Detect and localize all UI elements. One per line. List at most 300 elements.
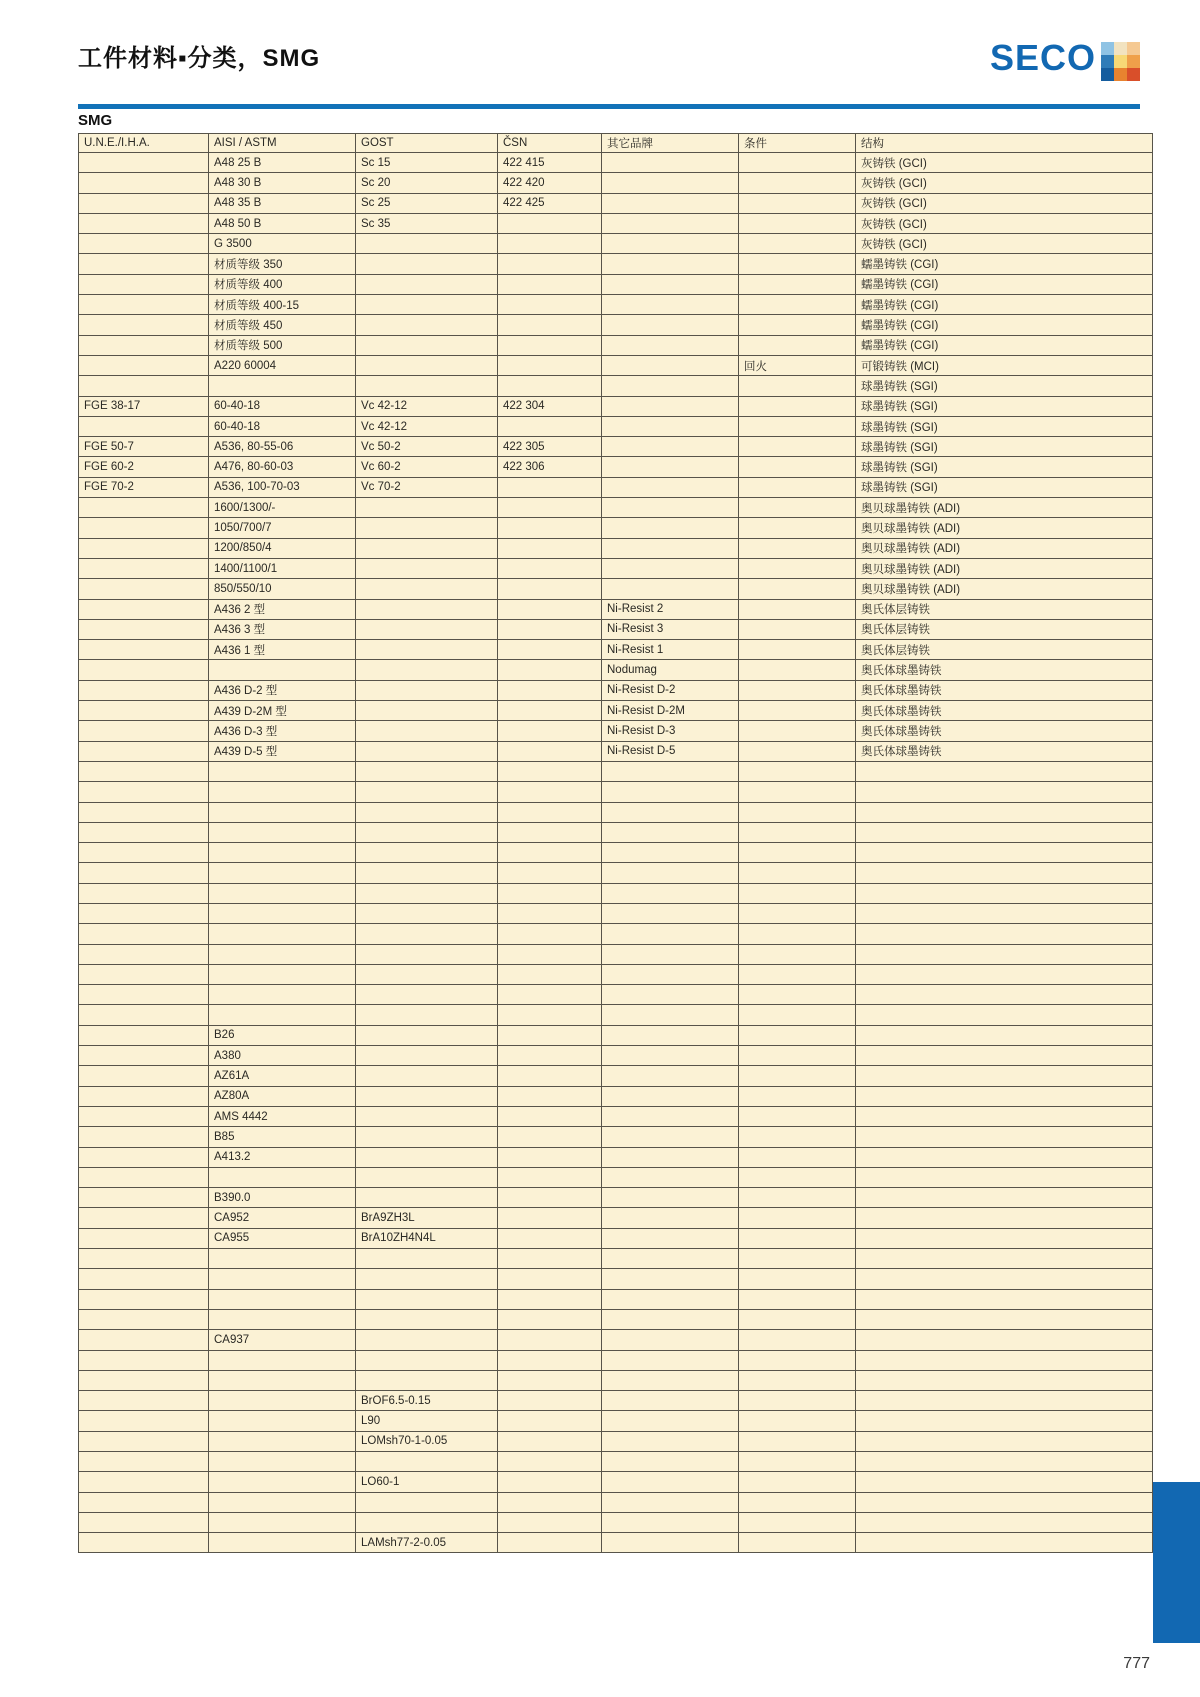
table-cell [79,234,209,254]
table-cell [498,1147,602,1167]
table-row [79,701,1153,721]
table-cell [209,1472,356,1492]
table-cell [79,599,209,619]
table-cell [356,1086,498,1106]
table-cell: 1200/850/4 [209,538,356,558]
table-cell [856,1046,1153,1066]
table-cell [739,1391,856,1411]
table-header-row [79,134,1153,153]
column-header: GOST [356,134,498,153]
table-cell: 60-40-18 [209,416,356,436]
table-cell [79,1370,209,1390]
table-cell [856,1167,1153,1187]
table-cell [498,802,602,822]
table-cell [856,1208,1153,1228]
table-cell [356,579,498,599]
table-cell [356,863,498,883]
table-cell [498,477,602,497]
table-cell [602,254,739,274]
table-cell: Nodumag [602,660,739,680]
table-row [79,761,1153,781]
table-cell [498,1512,602,1532]
logo-grid-square [1127,55,1140,68]
table-cell [209,376,356,396]
table-row [79,1512,1153,1532]
table-cell [356,1269,498,1289]
logo-grid-square [1114,68,1127,81]
table-cell [356,1309,498,1329]
logo-grid-square [1114,42,1127,55]
table-cell [739,944,856,964]
table-cell: 422 425 [498,193,602,213]
table-cell [602,1492,739,1512]
table-cell [498,964,602,984]
table-cell: Vc 60-2 [356,457,498,477]
table-cell [498,1309,602,1329]
table-cell [356,1350,498,1370]
table-cell [356,1046,498,1066]
table-cell [356,761,498,781]
table-cell [602,1452,739,1472]
table-row [79,1025,1153,1045]
table-cell: Ni-Resist 3 [602,619,739,639]
table-cell [79,1066,209,1086]
table-cell [739,660,856,680]
table-cell [856,1533,1153,1553]
table-cell [498,1249,602,1269]
table-cell: B390.0 [209,1188,356,1208]
table-cell [498,1269,602,1289]
table-cell [739,1472,856,1492]
table-cell: Sc 25 [356,193,498,213]
table-cell: 球墨铸铁 (SGI) [856,416,1153,436]
table-cell [79,1330,209,1350]
table-cell [209,924,356,944]
table-cell [79,1167,209,1187]
table-cell [856,964,1153,984]
table-cell [79,1492,209,1512]
table-cell [356,538,498,558]
table-cell [602,416,739,436]
table-cell [498,883,602,903]
table-cell: A476, 80-60-03 [209,457,356,477]
table-cell [739,1208,856,1228]
table-cell [856,1188,1153,1208]
table-cell [79,660,209,680]
table-row [79,538,1153,558]
table-cell [856,1269,1153,1289]
table-cell [498,1289,602,1309]
table-cell [356,1127,498,1147]
table-cell [602,1086,739,1106]
table-cell [739,903,856,923]
table-row [79,883,1153,903]
table-cell [602,903,739,923]
table-row [79,254,1153,274]
table-row [79,355,1153,375]
table-cell [498,843,602,863]
table-cell: Sc 15 [356,153,498,173]
table-cell [856,1228,1153,1248]
table-cell [739,295,856,315]
table-row [79,599,1153,619]
table-cell [356,1025,498,1045]
table-row [79,1370,1153,1390]
table-cell [79,1005,209,1025]
table-cell [856,1066,1153,1086]
table-cell [856,843,1153,863]
table-cell: A220 60004 [209,355,356,375]
table-cell [209,1005,356,1025]
table-cell [79,254,209,274]
table-cell [498,1533,602,1553]
table-row [79,660,1153,680]
column-header: 结构 [856,134,1153,153]
table-cell [856,1127,1153,1147]
table-cell [856,944,1153,964]
table-cell [356,498,498,518]
table-cell [79,1289,209,1309]
table-cell [498,1452,602,1472]
table-row [79,173,1153,193]
table-cell: LAMsh77-2-0.05 [356,1533,498,1553]
table-cell: A48 50 B [209,213,356,233]
table-cell [498,1431,602,1451]
table-cell [79,802,209,822]
table-cell [79,295,209,315]
table-cell [209,1289,356,1309]
table-cell: BrA9ZH3L [356,1208,498,1228]
table-cell [602,1289,739,1309]
table-cell: 奥氏体层铸铁 [856,619,1153,639]
table-cell [209,903,356,923]
table-cell [739,782,856,802]
table-cell [79,1269,209,1289]
table-cell: A48 30 B [209,173,356,193]
table-cell [856,903,1153,923]
table-cell [602,376,739,396]
table-cell: A436 1 型 [209,640,356,660]
table-cell [209,843,356,863]
table-cell: CA952 [209,1208,356,1228]
table-cell: A436 2 型 [209,599,356,619]
table-cell: 422 305 [498,437,602,457]
table-cell [739,518,856,538]
table-cell: 奥贝球墨铸铁 (ADI) [856,518,1153,538]
table-cell [602,1167,739,1187]
table-row [79,1127,1153,1147]
table-cell [602,173,739,193]
table-cell [79,1208,209,1228]
table-cell [79,1452,209,1472]
table-cell [739,254,856,274]
table-cell [739,1127,856,1147]
table-cell [739,863,856,883]
column-header: ČSN [498,134,602,153]
table-cell: Ni-Resist D-2 [602,680,739,700]
table-cell [856,924,1153,944]
table-cell [602,1391,739,1411]
table-cell [498,761,602,781]
table-row [79,1330,1153,1350]
table-cell [739,335,856,355]
table-cell: 蠕墨铸铁 (CGI) [856,335,1153,355]
table-cell [602,1025,739,1045]
page-edge-tab [1153,1482,1200,1643]
table-row [79,619,1153,639]
table-cell: 可锻铸铁 (MCI) [856,355,1153,375]
table-cell [856,1370,1153,1390]
table-cell [602,1350,739,1370]
seco-logo-text: SECO [989,37,1096,78]
table-cell [498,213,602,233]
table-cell [79,355,209,375]
table-cell [356,254,498,274]
table-cell [602,1208,739,1228]
table-cell [498,1127,602,1147]
table-cell [739,1025,856,1045]
table-cell [498,1188,602,1208]
table-cell [856,1472,1153,1492]
table-cell: 奥氏体球墨铸铁 [856,660,1153,680]
table-cell: Ni-Resist D-5 [602,741,739,761]
table-cell: B85 [209,1127,356,1147]
table-cell [602,1127,739,1147]
table-cell [498,985,602,1005]
table-cell: 蠕墨铸铁 (CGI) [856,315,1153,335]
table-cell: 奥氏体球墨铸铁 [856,721,1153,741]
table-cell: 蠕墨铸铁 (CGI) [856,295,1153,315]
table-cell: 球墨铸铁 (SGI) [856,437,1153,457]
table-row [79,680,1153,700]
table-cell [739,619,856,639]
table-cell [498,1086,602,1106]
table-row [79,721,1153,741]
table-cell [79,274,209,294]
table-cell [356,1167,498,1187]
table-cell: 回火 [739,355,856,375]
table-row [79,802,1153,822]
table-cell [498,619,602,639]
table-row [79,903,1153,923]
table-cell [356,1370,498,1390]
table-cell: 422 420 [498,173,602,193]
table-cell [739,1106,856,1126]
table-cell [498,579,602,599]
table-cell [739,1005,856,1025]
table-cell [856,1309,1153,1329]
table-cell [602,964,739,984]
table-row [79,1411,1153,1431]
table-row [79,843,1153,863]
table-cell [739,822,856,842]
table-cell [498,1046,602,1066]
table-cell [739,1269,856,1289]
table-cell [498,274,602,294]
table-cell [79,1391,209,1411]
column-header: U.N.E./I.H.A. [79,134,209,153]
table-cell [602,1147,739,1167]
table-row [79,558,1153,578]
table-cell [856,1106,1153,1126]
table-cell: CA937 [209,1330,356,1350]
table-cell: A380 [209,1046,356,1066]
table-cell [209,1309,356,1329]
table-cell [79,944,209,964]
table-cell [209,1512,356,1532]
table-cell: LOMsh70-1-0.05 [356,1431,498,1451]
table-cell [739,437,856,457]
table-cell [79,680,209,700]
table-cell [856,883,1153,903]
table-cell [356,782,498,802]
table-cell [739,1188,856,1208]
table-cell [79,721,209,741]
table-cell [498,1005,602,1025]
table-cell [498,1492,602,1512]
table-cell [79,964,209,984]
table-cell [856,985,1153,1005]
table-cell [356,355,498,375]
table-cell [79,761,209,781]
table-cell [356,802,498,822]
table-cell: A48 35 B [209,193,356,213]
table-cell [209,1269,356,1289]
table-cell [739,1289,856,1309]
table-cell [856,802,1153,822]
table-cell [356,1106,498,1126]
table-cell: 球墨铸铁 (SGI) [856,477,1153,497]
table-cell [856,1391,1153,1411]
logo-grid-square [1101,42,1114,55]
table-cell [602,822,739,842]
table-cell [209,944,356,964]
table-row [79,782,1153,802]
table-cell: A536, 100-70-03 [209,477,356,497]
table-cell [356,1289,498,1309]
table-row [79,498,1153,518]
table-row [79,863,1153,883]
table-cell: 材质等级 400 [209,274,356,294]
table-cell [356,741,498,761]
table-cell [739,1330,856,1350]
logo-grid-square [1114,55,1127,68]
table-cell: Sc 20 [356,173,498,193]
table-cell [79,782,209,802]
table-cell [498,701,602,721]
table-cell: AZ61A [209,1066,356,1086]
table-cell [602,518,739,538]
table-cell [498,376,602,396]
table-row [79,1005,1153,1025]
table-cell: 奥氏体球墨铸铁 [856,701,1153,721]
table-cell [602,863,739,883]
table-cell [602,985,739,1005]
table-cell [79,843,209,863]
table-row [79,1269,1153,1289]
table-cell [79,1127,209,1147]
table-cell [356,1005,498,1025]
table-cell: Ni-Resist 2 [602,599,739,619]
table-cell: Vc 42-12 [356,396,498,416]
table-cell [498,721,602,741]
table-row [79,1046,1153,1066]
table-row [79,234,1153,254]
table-cell: CA955 [209,1228,356,1248]
table-row [79,335,1153,355]
table-cell [79,193,209,213]
table-cell [739,1533,856,1553]
table-cell [602,1269,739,1289]
table-cell [498,254,602,274]
table-cell [356,558,498,578]
table-cell [356,376,498,396]
table-cell [739,1309,856,1329]
table-cell: A436 3 型 [209,619,356,639]
table-cell [498,295,602,315]
table-cell: 灰铸铁 (GCI) [856,153,1153,173]
table-row [79,518,1153,538]
table-cell [209,863,356,883]
table-cell [498,640,602,660]
table-cell [356,903,498,923]
table-row [79,1188,1153,1208]
table-cell [739,761,856,781]
table-cell: 奥贝球墨铸铁 (ADI) [856,558,1153,578]
table-cell [356,295,498,315]
table-row [79,1492,1153,1512]
table-cell [602,802,739,822]
table-cell: 材质等级 400-15 [209,295,356,315]
table-cell: A536, 80-55-06 [209,437,356,457]
table-row [79,1066,1153,1086]
table-cell [356,1452,498,1472]
table-cell [498,335,602,355]
table-cell [602,315,739,335]
table-cell [79,1431,209,1451]
table-cell [356,843,498,863]
table-cell [498,355,602,375]
table-row [79,1472,1153,1492]
table-cell [79,315,209,335]
table-cell [739,498,856,518]
smg-material-table [78,133,1153,1553]
table-cell [498,416,602,436]
table-row [79,1228,1153,1248]
section-label: SMG [78,112,113,129]
page-number: 777 [1123,1655,1150,1672]
table-cell [856,1512,1153,1532]
table-cell: 422 306 [498,457,602,477]
table-cell [79,1309,209,1329]
table-cell [602,843,739,863]
table-cell [739,1452,856,1472]
table-row [79,1249,1153,1269]
table-row [79,1350,1153,1370]
table-cell [79,538,209,558]
table-cell [856,1492,1153,1512]
table-cell [739,924,856,944]
table-cell [356,640,498,660]
table-cell [498,1472,602,1492]
table-cell [739,985,856,1005]
table-cell [602,396,739,416]
table-row [79,1452,1153,1472]
table-cell [739,1370,856,1390]
table-cell [209,761,356,781]
table-cell [79,1472,209,1492]
table-cell [79,1106,209,1126]
